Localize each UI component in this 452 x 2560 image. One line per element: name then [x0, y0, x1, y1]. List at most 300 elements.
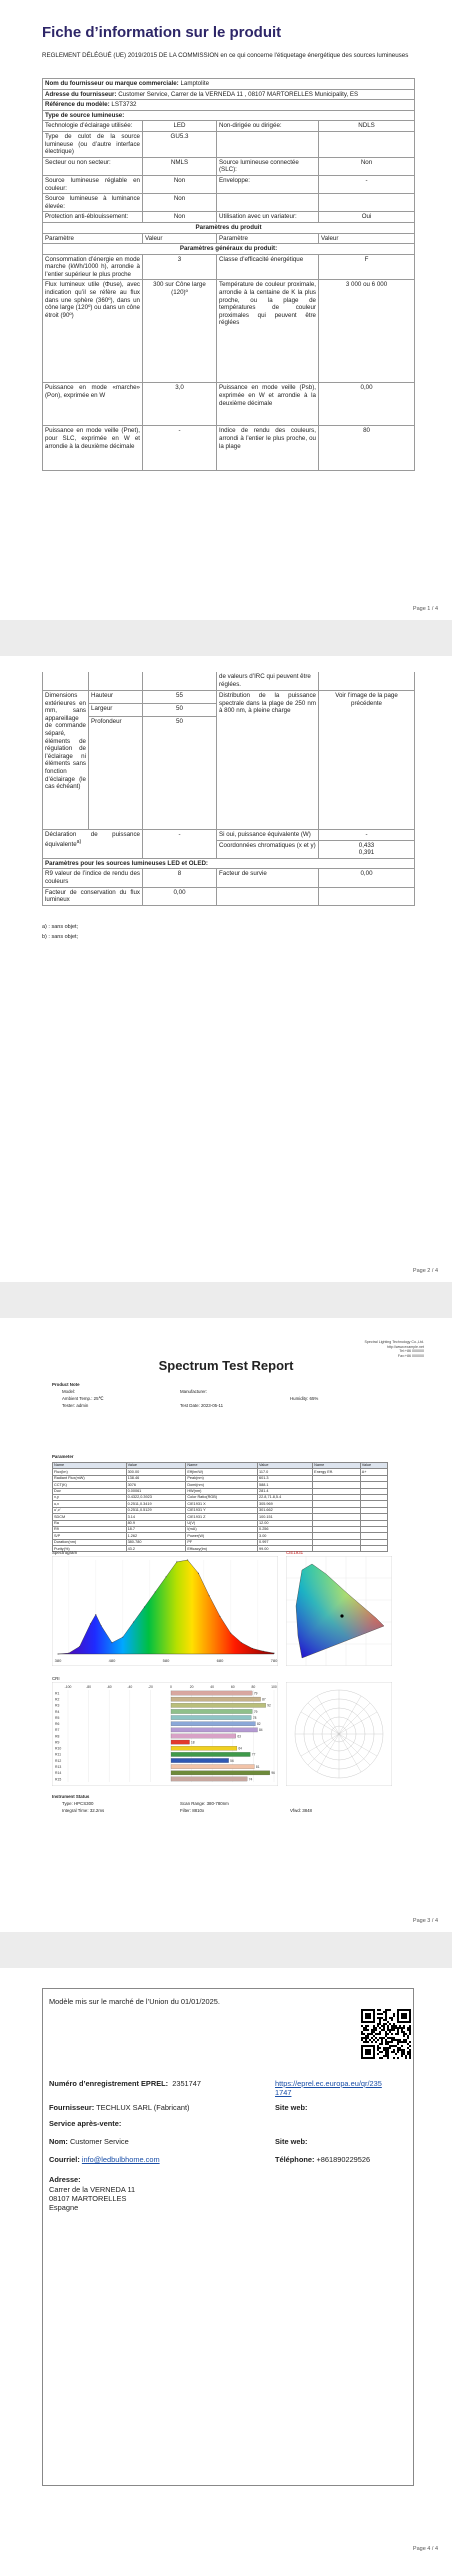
- cell: [319, 672, 415, 691]
- spectrum-point: [95, 1614, 96, 1615]
- cell: [319, 887, 415, 905]
- supplier-row: [43, 79, 415, 90]
- cell: 380-780: [126, 1539, 186, 1545]
- eprel-value: 2351747: [172, 2079, 201, 2088]
- yes-equivalent-label: Si oui, puissance équivalente (W): [217, 830, 319, 841]
- dimensions-label: Dimensions extérieures en mm, sans appareillage de commande séparé, éléments de régulation de l’éclairage ni éléments sans fonction d’éclairage (le cas échéant): [43, 691, 89, 830]
- cell: Domi(nm): [186, 1482, 258, 1488]
- after-sales-text: Service après-vente:: [49, 2119, 122, 2128]
- data-label: 77: [251, 1752, 256, 1757]
- category-label: R11: [55, 1752, 61, 1757]
- x-tick-label: 20: [189, 1685, 194, 1689]
- manufacturer-label: Manufacturer:: [180, 1389, 208, 1394]
- cell: Utilisation avec un variateur:: [217, 212, 319, 223]
- x-tick-label: 100: [271, 1685, 277, 1689]
- email-link[interactable]: info@ledbulbhome.com: [81, 2155, 160, 2164]
- cell: [313, 1546, 361, 1552]
- spectrum-point: [166, 1576, 167, 1577]
- cell: A+: [360, 1469, 387, 1475]
- cell: 3.14: [126, 1514, 186, 1520]
- table-row: [43, 887, 415, 905]
- cie-diagram: [286, 1556, 392, 1666]
- cell: I(mA): [186, 1526, 258, 1532]
- chroma-y: 0,391: [358, 849, 375, 857]
- category-label: R5: [55, 1715, 60, 1720]
- cell: [89, 672, 143, 691]
- cell: Non: [319, 157, 415, 175]
- page-1: [0, 0, 452, 620]
- general-params-heading: Paramètres généraux du produit:: [43, 244, 415, 255]
- page-number: Page 4 / 4: [412, 2546, 438, 2552]
- cell: Source lumineuse connectée (SLC):: [217, 157, 319, 175]
- equivalent-power-text: Déclaration de puissance équivalente: [45, 831, 140, 848]
- cell: Value: [258, 1463, 313, 1469]
- cell: Power(W): [186, 1533, 258, 1539]
- cell: 1.262: [126, 1533, 186, 1539]
- market-date-text: Modèle mis sur le marché de l’Union du 01/01/2025.: [49, 1997, 220, 2006]
- product-info-label: [52, 1382, 80, 1387]
- cell: Value: [360, 1463, 387, 1469]
- address-line: Espagne: [49, 2203, 79, 2212]
- cell: u,v: [53, 1501, 127, 1507]
- cell: 138.46: [126, 1475, 186, 1481]
- cell: Flux(lm): [53, 1469, 127, 1475]
- table-row: [43, 175, 415, 193]
- instrument-text: Instrument Status: [52, 1794, 90, 1799]
- x-tick-label: 40: [210, 1685, 215, 1689]
- cell: Flux lumineux utile (Φuse), avec indication qu’il se réfère au flux dans une sphère (360º), dans un cône large (120º) ou dans un cône étroit (90º): [43, 280, 143, 383]
- test-date-label: Test Date: 2023-05-11: [180, 1403, 224, 1408]
- data-label: 64: [238, 1746, 242, 1751]
- spectrogram-label: Spectrogram: [52, 1550, 78, 1555]
- cell: 300 sur Cône large (120)º: [143, 280, 217, 383]
- data-label: 18: [191, 1740, 195, 1745]
- cell: Peak(nm): [186, 1475, 258, 1481]
- cell: 3.00: [258, 1533, 313, 1539]
- column-header-row: [43, 233, 415, 244]
- depth-value: 50: [143, 717, 217, 830]
- data-label: 74: [248, 1777, 253, 1782]
- x-tick-label: 480: [108, 1658, 116, 1663]
- x-tick-label: -100: [64, 1685, 72, 1689]
- supplier: [49, 2103, 189, 2112]
- eprel-box: [42, 1988, 414, 2486]
- temp-label: Ambient Temp.: 25℃: [62, 1396, 104, 1401]
- table-row: [43, 212, 415, 223]
- data-label: 87: [262, 1697, 266, 1702]
- cell: Duv: [53, 1488, 127, 1494]
- cell: x,y: [53, 1494, 127, 1500]
- cell: Technologie d’éclairage utilisée:: [43, 121, 143, 132]
- cell: 300.00: [126, 1469, 186, 1475]
- integral-time: Integral Time: 32.2ms: [62, 1808, 105, 1813]
- cell: S/P: [53, 1533, 127, 1539]
- data-label: 56: [230, 1758, 234, 1763]
- table-row: [43, 131, 415, 157]
- model-label: Model:: [62, 1389, 76, 1394]
- contact-name: [49, 2137, 129, 2146]
- cell: Protection anti-éblouissement:: [43, 212, 143, 223]
- cell: PF: [186, 1539, 258, 1545]
- category-label: R1: [55, 1691, 60, 1696]
- product-info-text: Product Note: [52, 1382, 80, 1387]
- x-tick-label: 780: [270, 1658, 278, 1663]
- table-row: [43, 426, 415, 471]
- category-label: R6: [55, 1722, 60, 1727]
- page-2: [0, 656, 452, 1282]
- survival-value: 0,00: [319, 869, 415, 887]
- spectrum-point: [252, 1648, 253, 1649]
- qr-code-icon[interactable]: [361, 2009, 411, 2059]
- r9-value: 8: [143, 869, 217, 887]
- bar: [171, 1691, 252, 1695]
- header-line: Tel:+86 000000: [399, 1349, 424, 1354]
- category-label: R14: [55, 1771, 62, 1776]
- survival-label: Facteur de survie: [217, 869, 319, 887]
- spd-value: Voir l’image de la page précédente: [319, 691, 415, 830]
- x-tick-label: -80: [86, 1685, 92, 1689]
- header-line: Spectral Lighting Technology Co.,Ltd.: [364, 1340, 424, 1344]
- category-label: R12: [55, 1758, 62, 1763]
- yes-equivalent-value: -: [319, 830, 415, 841]
- bar: [171, 1746, 237, 1750]
- cell: Name: [53, 1463, 127, 1469]
- cell: 3,0: [143, 383, 217, 426]
- cell: [360, 1546, 387, 1552]
- r9-label: R9 valeur de l’indice de rendu des couleurs: [43, 869, 143, 887]
- cell: 117.0: [258, 1469, 313, 1475]
- cell: Non: [143, 194, 217, 212]
- bar: [171, 1697, 261, 1701]
- cell: Radiant Flux(mW): [53, 1475, 127, 1481]
- cell: Puissance en mode veille (Psb), exprimée en W et arrondie à la deuxième décimale: [217, 383, 319, 426]
- cell: 0,00: [319, 383, 415, 426]
- spectrum-point: [90, 1623, 91, 1624]
- data-label: 79: [253, 1691, 258, 1696]
- category-label: R7: [55, 1728, 60, 1733]
- spectrum-point: [209, 1595, 210, 1596]
- website-label: [275, 2103, 307, 2112]
- cell: Puissance en mode «marche» (Pon), exprimée en W: [43, 383, 143, 426]
- cell: 588.1: [258, 1482, 313, 1488]
- cri-chart: [52, 1682, 278, 1786]
- lab-header: [365, 1340, 424, 1358]
- cell: Consommation d’énergie en mode marche (kWh/1000 h), arrondie à l’entier supérieur le plus proche: [43, 254, 143, 280]
- cell: Ra: [53, 1520, 127, 1526]
- after-sales-heading: [49, 2119, 121, 2128]
- cell: 18.7: [126, 1526, 186, 1532]
- cell: 100.151: [258, 1514, 313, 1520]
- cell: CIE1931 Y: [186, 1507, 258, 1513]
- category-label: R3: [55, 1703, 60, 1708]
- cie-label: CIE1931: [286, 1550, 304, 1555]
- cell: 0.4322,0.3923: [126, 1494, 186, 1500]
- cell: 3 000 ou 6 000: [319, 280, 415, 383]
- cell: 80: [319, 426, 415, 471]
- address-label: [49, 2175, 81, 2184]
- cell: Eff(lm/W): [186, 1469, 258, 1475]
- address-line: 08107 MARTORELLES: [49, 2194, 127, 2203]
- data-label: 84: [259, 1728, 263, 1733]
- polar-diagram: [286, 1682, 392, 1786]
- product-info-table: [42, 78, 415, 471]
- page-number: Page 1 / 4: [412, 606, 438, 612]
- report-title: Spectrum Test Report: [158, 1358, 294, 1373]
- cell: 0.00061: [126, 1488, 186, 1494]
- cell: Puissance en mode veille (Pnet), pour SLC, exprimée en W et arrondie à la deuxième décimale: [43, 426, 143, 471]
- chromaticity-value: [319, 840, 415, 858]
- bar: [171, 1728, 258, 1732]
- address-label-text: Adresse:: [49, 2175, 81, 2184]
- cell: Température de couleur proximale, arrondie à la centaine de K la plus proche, ou la plage de températures de couleur proximales qui peuvent être réglées: [217, 280, 319, 383]
- cell: 301.662: [258, 1507, 313, 1513]
- width-label: Largeur: [89, 704, 143, 717]
- x-tick-label: -20: [147, 1685, 153, 1689]
- cell: NDLS: [319, 121, 415, 132]
- supplier-label: Fournisseur:: [49, 2103, 95, 2112]
- cell: Source lumineuse à luminance élevée:: [43, 194, 143, 212]
- x-tick-label: -40: [127, 1685, 133, 1689]
- address-label: Adresse du fournisseur:: [45, 90, 117, 98]
- data-label: 79: [253, 1709, 258, 1714]
- page-title: Fiche d’information sur le produit: [42, 24, 282, 41]
- table-row: [43, 254, 415, 280]
- cell: u',v': [53, 1507, 127, 1513]
- led-params-heading: Paramètres pour les sources lumineuses LED et OLED:: [43, 858, 415, 869]
- depth-label: Profondeur: [89, 717, 143, 830]
- cell: SDCM: [53, 1514, 127, 1520]
- website-text: Site web:: [275, 2137, 308, 2146]
- category-label: R10: [55, 1746, 62, 1751]
- cell: 80.9: [126, 1520, 186, 1526]
- cell: [217, 131, 319, 157]
- footnote-b: b) : sans objet;: [42, 934, 79, 940]
- supplier-value: Lamptolite: [180, 80, 210, 87]
- table-row: [53, 1546, 388, 1552]
- table-row: [43, 869, 415, 887]
- data-label: 92: [267, 1703, 271, 1708]
- scan-range: Scan Range: 380-780nm: [180, 1801, 229, 1806]
- bar: [171, 1765, 254, 1769]
- instrument-label: [52, 1794, 89, 1799]
- cell: Secteur ou non secteur:: [43, 157, 143, 175]
- supplier-value: TECHLUX SARL (Fabricant): [96, 2103, 190, 2112]
- cell: Name: [186, 1463, 258, 1469]
- spectrum-point: [112, 1642, 113, 1643]
- cell: Efficacy(lm): [186, 1546, 258, 1552]
- spectrum-point: [176, 1561, 177, 1562]
- table-row: [43, 280, 415, 383]
- spectrum-point: [155, 1592, 156, 1593]
- cell: NMLS: [143, 157, 217, 175]
- table-row: [43, 194, 415, 212]
- cell: -: [319, 175, 415, 193]
- cell: 22.8,71.8,5.4: [258, 1494, 313, 1500]
- cell: Duration(nm): [53, 1539, 127, 1545]
- cell: [217, 194, 319, 212]
- cell: 0.256: [258, 1526, 313, 1532]
- height-label: Hauteur: [89, 691, 143, 704]
- bar: [171, 1771, 270, 1775]
- x-tick-label: 0: [170, 1685, 172, 1689]
- cell: [43, 672, 89, 691]
- polar-spokes: [295, 1690, 383, 1778]
- parameter-table: [52, 1462, 388, 1552]
- address-value: Customer Service, Carrer de la VERNEDA 11 , 08107 MARTORELLES Municipality, ES: [118, 90, 359, 98]
- bar: [171, 1703, 266, 1707]
- parameter-text: Parameter: [52, 1454, 74, 1459]
- bar: [171, 1722, 255, 1726]
- dimensions-row: [43, 691, 415, 704]
- footnote-ref: a): [76, 838, 82, 845]
- website-label-2: [275, 2137, 307, 2146]
- spectrum-point: [101, 1625, 102, 1626]
- cell: -: [143, 426, 217, 471]
- spd-label: Distribution de la puissance spectrale dans la plage de 250 nm à 800 nm, à pleine charge: [217, 691, 319, 830]
- chromaticity-label: Coordonnées chromatiques (x et y): [217, 840, 319, 858]
- bar: [171, 1740, 190, 1744]
- parameter-label: [52, 1454, 73, 1459]
- cell: Color Ratio(RGB): [186, 1494, 258, 1500]
- cell: CCT(K): [53, 1482, 127, 1488]
- page-number: Page 3 / 4: [412, 1918, 438, 1924]
- equivalent-power-value: -: [143, 830, 217, 859]
- address-line: Carrer de la VERNEDA 11: [49, 2185, 136, 2194]
- x-tick-label: 60: [230, 1685, 235, 1689]
- eprel-number: [49, 2079, 201, 2088]
- cell: Name: [313, 1463, 361, 1469]
- cell: 3: [143, 254, 217, 280]
- cell: Value: [126, 1463, 186, 1469]
- spectrum-point: [230, 1633, 231, 1634]
- cell: GU5.3: [143, 131, 217, 157]
- category-label: R13: [55, 1765, 62, 1770]
- header-line: http://www.example.net: [386, 1344, 424, 1349]
- category-label: R8: [55, 1734, 60, 1739]
- bar: [171, 1758, 229, 1762]
- category-label: R15: [55, 1777, 62, 1782]
- cell: Valeur: [143, 233, 217, 244]
- cell: [217, 887, 319, 905]
- cell: Purity(%): [53, 1546, 127, 1552]
- spectrum-point: [122, 1637, 123, 1638]
- spectrum-point: [144, 1607, 145, 1608]
- cell: 0.997: [258, 1539, 313, 1545]
- light-source-type-heading: Type de source lumineuse:: [43, 110, 415, 121]
- spectrum-point: [220, 1616, 221, 1617]
- bar: [171, 1709, 252, 1713]
- cell: Non-dirigée ou dirigée:: [217, 121, 319, 132]
- bar: [171, 1734, 236, 1738]
- address-row: [43, 89, 415, 100]
- eprel-link[interactable]: https://eprel.ec.europa.eu/qr/2351747: [275, 2079, 382, 2097]
- spectrum-point: [198, 1573, 199, 1574]
- footnote-a: a) : sans objet;: [42, 924, 79, 930]
- model-row: [43, 100, 415, 111]
- cell: [143, 672, 217, 691]
- cell: LED: [143, 121, 217, 132]
- cell: [319, 131, 415, 157]
- equivalent-power-label: [43, 830, 143, 859]
- cell: 3076: [126, 1482, 186, 1488]
- website-text: Site web:: [275, 2103, 308, 2112]
- cell: 99.00: [258, 1546, 313, 1552]
- data-label: 96: [271, 1771, 275, 1776]
- data-label: 82: [256, 1722, 261, 1727]
- spectrum-point: [79, 1646, 80, 1647]
- header-line: Fax:+86 000000: [397, 1353, 424, 1358]
- product-params-table-cont: [42, 672, 415, 906]
- cell: 0.2511,0.5129: [126, 1507, 186, 1513]
- bar: [171, 1752, 250, 1756]
- cell: Source lumineuse réglable en couleur:: [43, 175, 143, 193]
- cell: Type de culot de la source lumineuse (ou d’autre interface électrique): [43, 131, 143, 157]
- spectrum-point: [241, 1642, 242, 1643]
- cell: Energy Eff.: [313, 1469, 361, 1475]
- data-label: 63: [237, 1734, 241, 1739]
- height-value: 55: [143, 691, 217, 704]
- table-row: [43, 830, 415, 841]
- cri-label: CRI: [52, 1676, 60, 1681]
- product-params-heading: Paramètres du produit: [43, 222, 415, 233]
- email-label: Courriel:: [49, 2155, 80, 2164]
- category-label: R2: [55, 1697, 60, 1702]
- spectrum-point: [274, 1653, 275, 1654]
- cell: 305.969: [258, 1501, 313, 1507]
- spectrum-point: [58, 1654, 59, 1655]
- cell: R9: [53, 1526, 127, 1532]
- cell: HW(nm): [186, 1488, 258, 1494]
- name-value: Customer Service: [69, 2137, 129, 2146]
- cell: F: [319, 254, 415, 280]
- spectrum-point: [187, 1560, 188, 1561]
- instrument-type: Type: HPCS300: [62, 1801, 94, 1806]
- phone-value: +861890229526: [316, 2155, 371, 2164]
- page-3: [0, 1318, 452, 1932]
- cell: 0.2511,0.3419: [126, 1501, 186, 1507]
- flux-maintenance-label: Facteur de conservation du flux lumineux: [43, 887, 143, 905]
- category-label: R4: [55, 1709, 60, 1714]
- spectrum-point: [68, 1653, 69, 1654]
- cell: CIE1931 X: [186, 1501, 258, 1507]
- cell: 43.2: [126, 1546, 186, 1552]
- data-label: 81: [255, 1765, 260, 1770]
- cell: Non: [143, 175, 217, 193]
- filter: Filter: 8810x: [180, 1808, 205, 1813]
- cell: CIE1931 Z: [186, 1514, 258, 1520]
- cri-continued: de valeurs d’IRC qui peuvent être réglées.: [217, 672, 319, 691]
- page-number: Page 2 / 4: [412, 1268, 438, 1274]
- bar: [171, 1715, 251, 1719]
- model-value: LST3732: [111, 101, 137, 109]
- cell: U(V): [186, 1520, 258, 1526]
- chroma-x: 0,433: [358, 841, 375, 849]
- cell: Indice de rendu des couleurs, arrondi à l’entier le plus proche, ou la plage: [217, 426, 319, 471]
- spectrum-point: [263, 1651, 264, 1652]
- cie-point: [340, 1614, 343, 1617]
- bar: [171, 1777, 247, 1781]
- email: [49, 2155, 160, 2164]
- eprel-label: Numéro d’enregistrement EPREL:: [49, 2079, 169, 2088]
- regulation-text: REGLEMENT DÉLÉGUÉ (UE) 2019/2015 DE LA COMMISSION en ce qui concerne l'étiquetage énergétique des sources lumineuses: [42, 52, 409, 59]
- table-row: [43, 121, 415, 132]
- name-label: Nom:: [49, 2137, 68, 2146]
- data-label: 78: [252, 1715, 257, 1720]
- flux-maintenance-value: 0,00: [143, 887, 217, 905]
- page-4: [0, 1968, 452, 2560]
- phone-label: Téléphone:: [275, 2155, 315, 2164]
- x-tick-label: 580: [162, 1658, 170, 1663]
